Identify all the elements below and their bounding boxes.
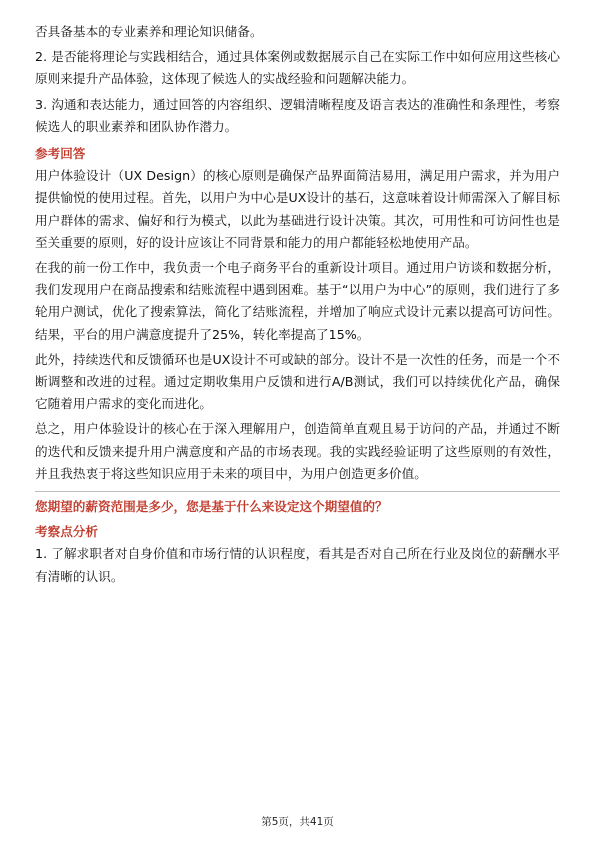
reference-answer-heading: 参考回答 — [35, 146, 86, 162]
answer-paragraph-2: 在我的前一份工作中，我负责一个电子商务平台的重新设计项目。通过用户访谈和数据分析，我们发现用户在商品搜索和结账流程中遇到困难。基于“以用户为中心”的原则，我们进行了多轮用户测试，优化了搜索算法，简化了结账流程，并增加了响应式设计元素以提高可访问性。结果，平台的用户满意度提升了25%，转化率提高了15%。 — [35, 260, 560, 342]
question-title: 您期望的薪资范围是多少，您是基于什么来设定这个期望值的？ — [35, 499, 388, 515]
analysis-heading: 考察点分析 — [35, 524, 98, 540]
section-divider — [35, 491, 560, 492]
page-content — [35, 21, 560, 588]
answer-paragraph-3: 此外，持续迭代和反馈循环也是UX设计不可或缺的部分。设计不是一次性的任务，而是一个不断调整和改进的过程。通过定期收集用户反馈和进行A/B测试，我们可以持续优化产品，确保它随着用户需求的变化而进化。 — [35, 351, 560, 412]
page-number: 第5页，共41页 — [261, 816, 334, 828]
next-analysis-point-1: 1. 了解求职者对自身价值和市场行情的认识程度，看其是否对自己所在行业及岗位的薪酬水平有清晰的认识。 — [35, 546, 560, 584]
analysis-point-1-continuation: 否具备基本的专业素养和理论知识储备。 — [35, 24, 263, 39]
answer-paragraph-4: 总之，用户体验设计的核心在于深入理解用户，创造简单直观且易于访问的产品，并通过不断的迭代和反馈来提升用户满意度和产品的市场表现。我的实践经验证明了这些原则的有效性，并且我热衷于将这些知识应用于未来的项目中，为用户创造更多价值。 — [35, 421, 560, 481]
answer-paragraph-1: 用户体验设计（UX Design）的核心原则是确保产品界面简洁易用，满足用户需求，并为用户提供愉悦的使用过程。首先，以用户为中心是UX设计的基石，这意味着设计师需深入了解目标用户群体的需求、偏好和行为模式，以此为基础进行设计决策。其次，可用性和可访问性也是至关重要的原则，好的设计应该让不同背景和能力的用户都能轻松地使用产品。 — [35, 168, 560, 250]
analysis-point-2: 2. 是否能将理论与实践相结合，通过具体案例或数据展示自己在实际工作中如何应用这些核心原则来提升产品体验，这体现了候选人的实战经验和问题解决能力。 — [35, 49, 560, 87]
analysis-point-3: 3. 沟通和表达能力，通过回答的内容组织、逻辑清晰程度及语言表达的准确性和条理性，考察候选人的职业素养和团队协作潜力。 — [35, 96, 560, 134]
